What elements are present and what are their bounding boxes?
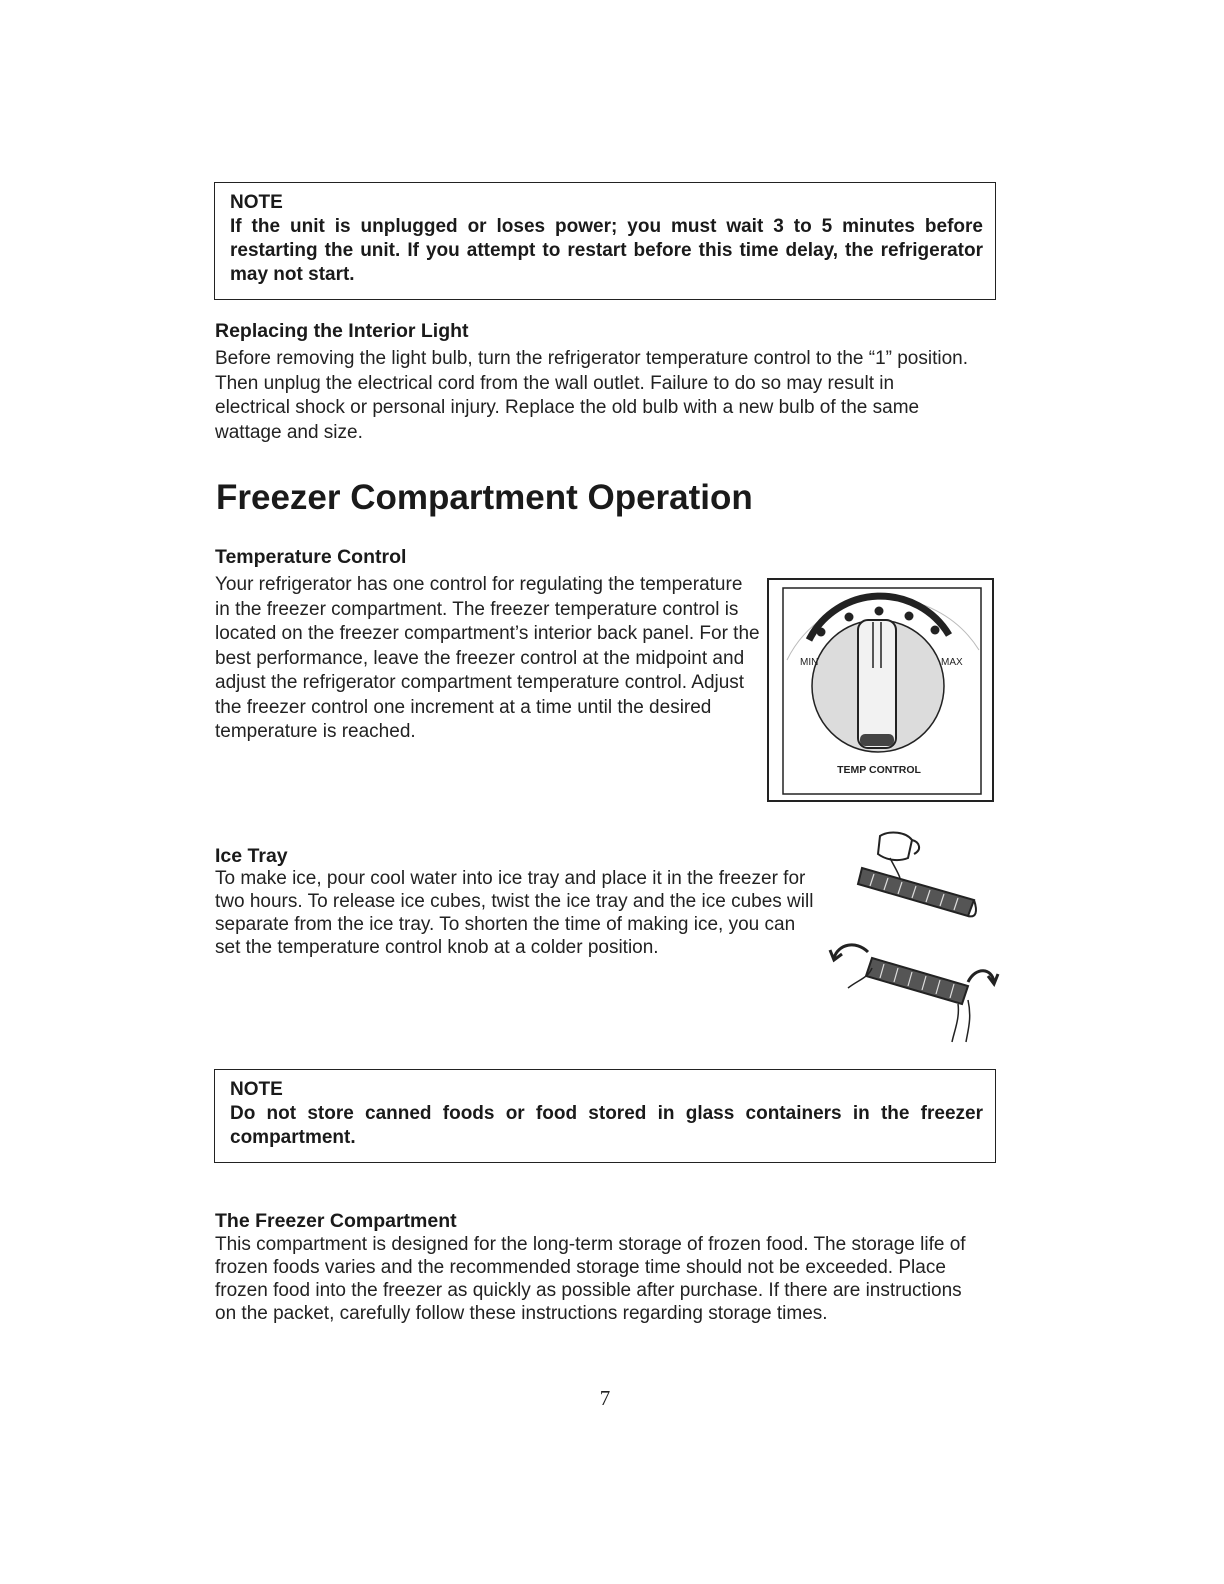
paragraph-ice-tray: To make ice, pour cool water into ice tray and place it in the freezer for two hours. To release ice cubes, twist the ice tray and the ice cubes will separate from the ice tray. To shorten the time of making ice, you can set the temperature control knob at a colder position. <box>215 868 814 958</box>
heading-ice-tray: Ice Tray <box>215 845 288 867</box>
paragraph-freezer-compartment: This compartment is designed for the long-term storage of frozen food. The storage life of frozen foods varies and the recommended storage time should not be exceeded. Place frozen food into the freezer as quickly as possible after purchase. If there are instructions on the packet, carefully follow these instructions regarding storage times. <box>215 1234 966 1324</box>
temp-control-dial-illustration <box>769 580 992 800</box>
heading-temperature-control: Temperature Control <box>215 546 407 568</box>
note-box-power <box>214 182 996 300</box>
page-number: 7 <box>599 1386 611 1410</box>
temp-control-figure <box>767 578 994 802</box>
dial-min-label: MIN <box>800 657 819 668</box>
note-box-glass-containers <box>214 1069 996 1163</box>
paragraph-replacing-light: Before removing the light bulb, turn the refrigerator temperature control to the “1” position. Then unplug the electrical cord from the wall outlet. Failure to do so may result in electrical shock or personal injury. Replace the old bulb with a new bulb of the same wattage and size. <box>215 348 969 443</box>
note-title: NOTE <box>230 1079 283 1100</box>
note-text: Do not store canned foods or food stored in glass containers in the freezer compartment. <box>230 1103 983 1148</box>
dial-max-label: MAX <box>941 657 963 668</box>
ice-tray-illustration <box>828 828 1000 1044</box>
section-title: Freezer Compartment Operation <box>216 478 753 517</box>
note-title: NOTE <box>230 192 283 213</box>
note-text: If the unit is unplugged or loses power; you must wait 3 to 5 minutes before restarting the unit. If you attempt to restart before this time delay, the refrigerator may not start. <box>230 216 983 285</box>
heading-freezer-compartment: The Freezer Compartment <box>215 1210 457 1232</box>
paragraph-temperature-control: Your refrigerator has one control for regulating the temperature in the freezer compartment. The freezer temperature control is located on the freezer compartment’s interior back panel. For the best performance, leave the freezer control at the midpoint and adjust the refrigerator compartment temperature control. Adjust the freezer control one increment at a time until the desired temperature is reached. <box>215 574 760 742</box>
dial-caption: TEMP CONTROL <box>837 764 921 776</box>
heading-replacing-light: Replacing the Interior Light <box>215 320 469 342</box>
